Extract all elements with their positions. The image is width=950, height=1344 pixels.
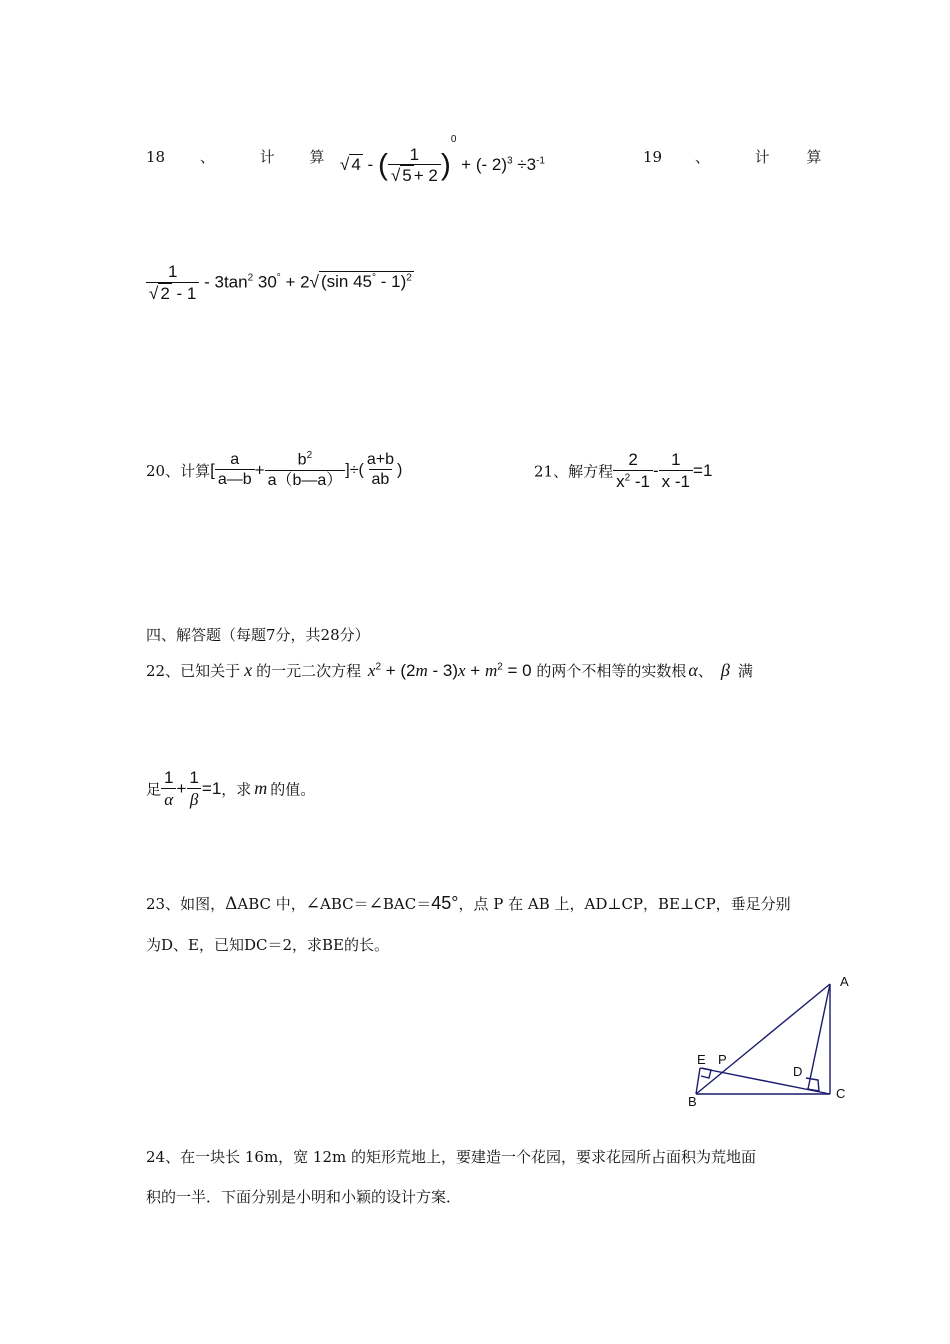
q23-line2: 为D、E，已知DC＝2，求BE的长。 (146, 936, 389, 954)
q21: 21、解方程 $\frac{2}{x^2 -1}$ - $\frac{1}{x -1}$ =1 (534, 450, 713, 491)
q19-label: 19 、 计 算 (643, 148, 822, 166)
label-d: D (793, 1064, 803, 1079)
q23-line1: 23、如图，ΔABC 中，∠ABC＝∠BAC＝45°，点 P 在 AB 上，AD⊥CP，BE⊥CP，垂足分别 (146, 893, 791, 914)
q20: 20、计算[ $\frac{a}{a—b}$ + $\frac{b^2}{a(b—a)}$ ]÷( $\frac{a+b}{ab}$ ) (146, 450, 403, 489)
segment-be (696, 1068, 700, 1094)
section-title: 四、解答题（每题7分，共28分） (146, 626, 370, 644)
right-angle-d (806, 1078, 819, 1091)
q24-line1: 24、在一块长 16m，宽 12m 的矩形荒地上，要建造一个花园，要求花园所占面积为荒地面 (146, 1148, 757, 1166)
q19-expression: $\frac{1}{√ 2 - 1}$ - $3\tan^2$ 30° + 2√ (sin 45° - 1)$^2$ (146, 262, 414, 304)
label-p: P (718, 1052, 727, 1067)
q22-line1: 22、已知关于 x 的一元二次方程 $x^2 + (2m - 3)x + m^2 = 0$ 的两个不相等的实数根 α、 β 满 (146, 660, 753, 680)
q18-expression: √ 4 - ( $\frac{1}{√ 5 + 2}$ )$^0$ + (- $2)^3 \div 3^{-1}$ (340, 134, 545, 186)
q22-line2: 足 $\frac{1}{\alpha}$ + $\frac{1}{\beta}$ =1，求 m 的值。 (146, 768, 316, 809)
label-e: E (697, 1052, 706, 1067)
label-b: B (688, 1094, 697, 1109)
label-c: C (836, 1086, 846, 1101)
q24-line2: 积的一半．下面分别是小明和小颖的设计方案． (146, 1188, 462, 1206)
triangle-figure (680, 970, 860, 1110)
right-angle-e (701, 1068, 711, 1078)
q18-label: 18 、 计 算 (146, 148, 325, 166)
label-a: A (840, 974, 849, 989)
